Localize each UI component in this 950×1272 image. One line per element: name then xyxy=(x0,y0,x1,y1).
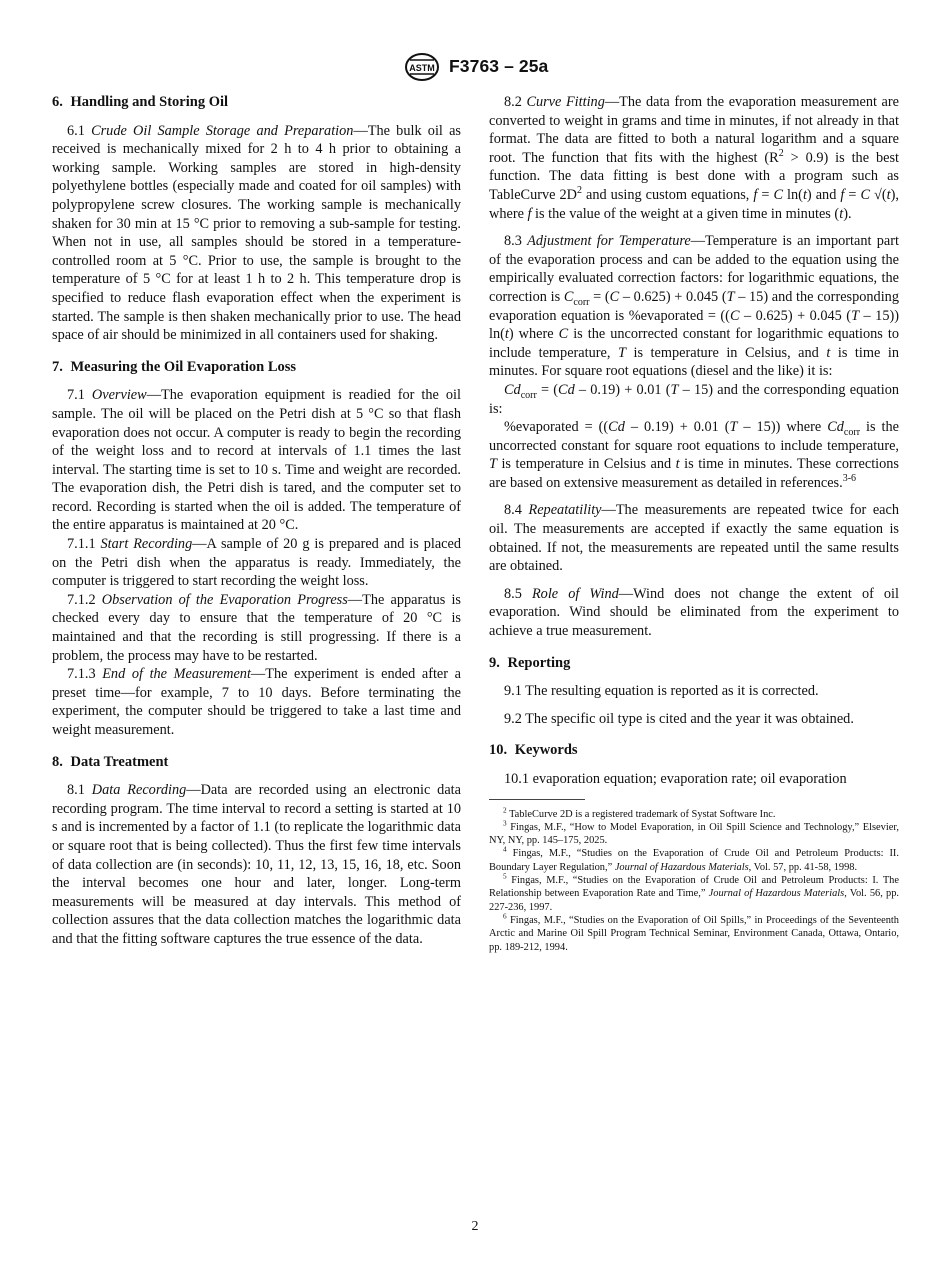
section-heading: 8. Data Treatment xyxy=(52,753,169,770)
paragraph: 8.3 Adjustment for Temperature—Temperature is an important part of the evaporation process and can be added to the equation using the empirically evaluated correction factors: for logarithmic equations, the correction is $C_{corr} = (C - 0.625) + 0.045$ (T – 15) and the corresponding evaporation equation is %evaporated = ((C – 0.625) + 0.045 (T – 15)) ln(t) where C is the uncorrected constant for logarithmic equations to include temperature, T is temperature in Celsius, and t is time in minutes. For square root equations (diesel and the like) it is: xyxy=(489,233,899,380)
right-column xyxy=(489,93,899,954)
paragraph: 9.1 The resulting equation is reported as it is corrected. xyxy=(504,683,819,700)
section-heading: 10. Keywords xyxy=(489,742,578,759)
page-number: 2 xyxy=(471,1219,479,1234)
footnote: $^4$ Fingas, M.F., “Studies on the Evaporation of Crude Oil and Petroleum Products: II. Boundary Layer Regulation,” Journal of Hazardous Materials, Vol. 57, pp. 41-58, 1998. xyxy=(489,846,899,873)
footnotes xyxy=(489,799,899,954)
page-header xyxy=(0,52,950,84)
standard-designation: F3763 – 25a xyxy=(449,56,549,76)
left-column xyxy=(52,93,461,949)
footnote-divider xyxy=(489,799,585,800)
paragraph: 7.1.2 Observation of the Evaporation Progress—The apparatus is checked every day to ensure that the temperature of 20 °C is maintained and that the recording is still progressing. If there is a problem, the process may have to be restarted. xyxy=(52,591,461,664)
paragraph: 8.2 Curve Fitting—The data from the evaporation measurement are converted to weight in grams and time in minutes, if not already in that format. The data are fitted to both a natural logarithm and a square root. The function that fits with the highest $(R^2 > 0.9)$ is the best function. The data fitting is best done with a program such as TableCurve $2D^2$ and using custom equations, f = C ln(t) and f = C √(t), where f is the value of the weight at a given time in minutes (t). xyxy=(489,94,899,222)
paragraph: 7.1 Overview—The evaporation equipment is readied for the oil sample. The oil will be placed on the Petri dish at 5 °C so that flash evaporation does not occur. A computer is ready to begin the recording of the weight loss and to record at intervals of 1.1 times the last interval. The starting time is set to 10 s. Time and weight are recorded. The evaporation dish, the Petri dish is tared, and the computer set to record. Recording is started when the oil is added. The temperature of the entire apparatus is maintained at 20 °C. xyxy=(52,387,462,534)
paragraph: 8.5 Role of Wind—Wind does not change the extent of oil evaporation. Wind should be eliminated from the experiment to achieve a true measurement. xyxy=(489,585,899,640)
paragraph: 9.2 The specific oil type is cited and the year it was obtained. xyxy=(504,710,854,727)
paragraph: 7.1.1 Start Recording—A sample of 20 g is prepared and is placed on the Petri dish when the apparatus is ready. Immediately, the computer is triggered to start recording the weight loss. xyxy=(52,536,461,590)
footnote: $^2$ TableCurve 2D is a registered trademark of Systat Software Inc. xyxy=(503,806,776,820)
paragraph: 8.4 Repeatatility—The measurements are repeated twice for each oil. The measurements are accepted if exactly the same equation is obtained. If not, the measurements are repeated until the same results are obtained. xyxy=(489,502,900,575)
section-heading: 7. Measuring the Oil Evaporation Loss xyxy=(52,358,297,375)
equation-paragraph: $Cd_{corr} = (Cd - 0.19) + 0.01$ (T – 15) and the corresponding equation is: xyxy=(489,381,899,417)
paragraph: 7.1.3 End of the Measurement—The experiment is ended after a preset time—for example, 7 to 10 days. Before terminating the experiment, the computer should be triggered to take a last time and weight measurement. xyxy=(52,666,461,738)
footnote: $^3$ Fingas, M.F., “How to Model Evaporation, in Oil Spill Science and Technology,” Elsevier, NY, NY, pp. 145–175, 2025. xyxy=(489,819,899,847)
svg-text:ASTM: ASTM xyxy=(409,63,435,73)
astm-logo-icon xyxy=(404,52,440,82)
footnote: $^6$ Fingas, M.F., “Studies on the Evaporation of Oil Spills,” in Proceedings of the Seventeenth Arctic and Marine Oil Spill Program Technical Seminar, Environment Canada, Ottawa, Ontario, pp. 189-212, 1994. xyxy=(489,912,899,953)
section-heading: 9. Reporting xyxy=(489,654,571,671)
equation-paragraph: %evaporated = ((Cd – 0.19) + 0.01 (T – 15)) where $Cd_{corr}$ is the uncorrected constant for square root equations to include temperature, T is temperature in Celsius and t is time in minutes. These corrections are based on extensive measurement as detailed in references.$^{3-6}$ xyxy=(489,419,899,491)
paragraph: 8.1 Data Recording—Data are recorded using an electronic data recording program. The time interval to record a setting is started at 10 s and is incremented by a factor of 1.1 (to replicate the logarithmic data or square root that is being collected). Thus the first few time intervals of data collection are (in seconds): 10, 11, 12, 13, 15, 16, 18, etc. Soon the interval becomes one hour and later, longer. Long-term measurements will be measured at day intervals. This method of collection assures that the data collection matches the logarithmic data and that the fitting software captures the true essence of the data. xyxy=(52,782,461,947)
paragraph: 10.1 evaporation equation; evaporation rate; oil evaporation xyxy=(504,771,847,787)
paragraph: 6.1 Crude Oil Sample Storage and Preparation—The bulk oil as received is mechanically mixed for 2 h to 4 h prior to obtaining a working sample. Working samples are stored in high-density polyethylene bottles (especially made and coated for oil samples) with polypropylene screw closures. The working sample is mechanically shaken for 30 min at 15 °C prior to removing a sub-sample for testing. When not in use, all samples should be stored in a temperature-controlled room at 5 °C. Prior to use, the sample is brought to the temperature of 5 °C for at least 1 h to 2 h. This temperature drop is specified to reduce flash evaporation effect when the experiment is started. The sample is then shaken mechanically prior to use. The head space of air should be minimized in all containers used for shaking. xyxy=(52,122,461,344)
footnote: $^5$ Fingas, M.F., “Studies on the Evaporation of Crude Oil and Petroleum Products: I. The Relationship between Evaporation Rate and Time,” Journal of Hazardous Materials, Vol. 56, pp. 227-236, 1997. xyxy=(489,872,899,913)
section-heading: 6. Handling and Storing Oil xyxy=(52,94,229,110)
